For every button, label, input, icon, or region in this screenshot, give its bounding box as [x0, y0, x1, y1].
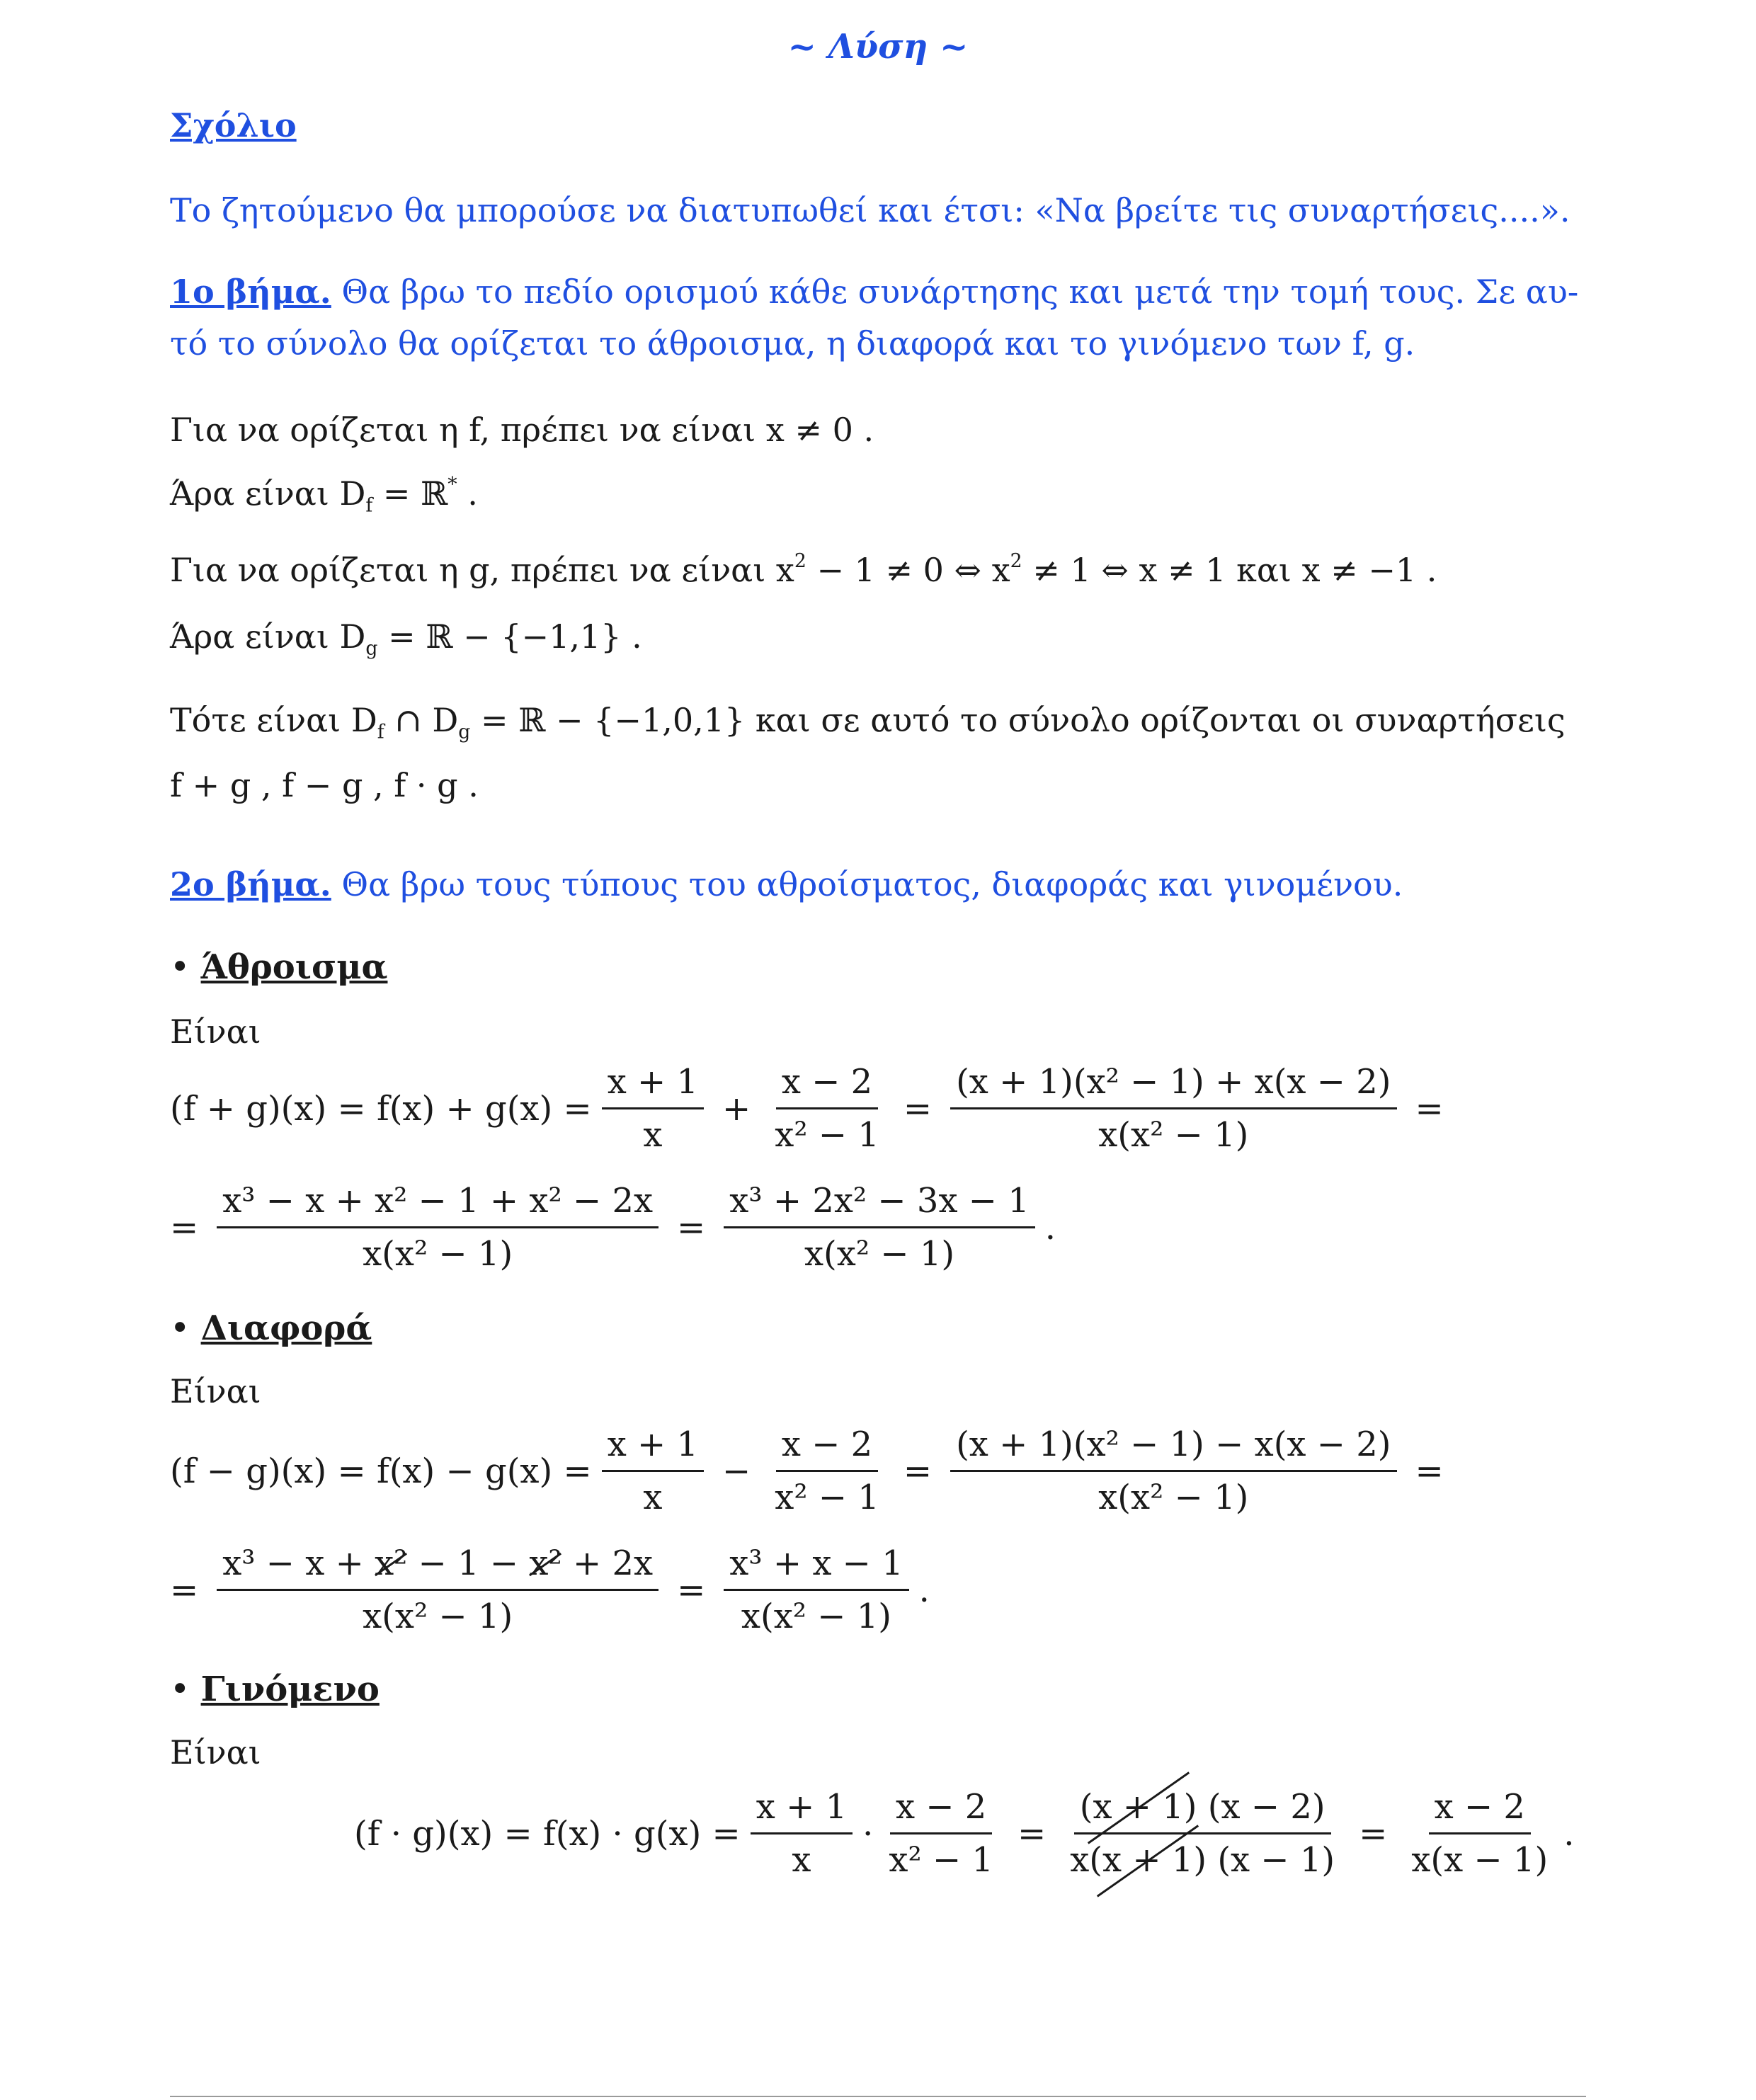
fraction: $\frac{(x + 1) (x - 2)}{x(x + 1) (x - 1)}$: [1070, 1787, 1335, 1880]
bullet-icon: •: [170, 1308, 201, 1348]
bullet-icon: •: [170, 1670, 201, 1709]
prod-intro: Είναι: [170, 1733, 261, 1771]
cancelled-term: x²: [529, 1543, 562, 1583]
sum-heading: • Άθροισμα: [170, 947, 388, 987]
fraction: $\frac{x + 1}{x}$: [751, 1787, 853, 1880]
diff-intro: Είναι: [170, 1372, 261, 1410]
footer-divider: [170, 2096, 1586, 2097]
sum-intro: Είναι: [170, 1012, 261, 1051]
comment-text: Το ζητούμενο θα μπορούσε να διατυπωθεί και έτσι: «Να βρείτε τις συναρτήσεις....».: [170, 191, 1570, 229]
domain-f-result: Άρα είναι $D_f$ = ℝ* .: [170, 474, 478, 517]
domain-f-condition: Για να ορίζεται η f, πρέπει να είναι x ≠ 0 .: [170, 411, 874, 449]
diff-heading: • Διαφορά: [170, 1308, 372, 1348]
step1-line1: 1ο βήμα. Θα βρω το πεδίο ορισμού κάθε συνάρτησης και μετά την τομή τους. Σε αυ-: [170, 273, 1579, 311]
step1-line2: τό το σύνολο θα ορίζεται το άθροισμα, η διαφορά και το γινόμενο των f, g.: [170, 324, 1415, 363]
domain-g-result: Άρα είναι $D_g$ = ℝ − {−1,1} .: [170, 617, 642, 660]
prod-heading: • Γινόμενο: [170, 1670, 380, 1709]
diff-equation-2: = $\frac{\text{x³ − x + x² − 1 − x² + 2x}}{\text{x(x² − 1)}}$ = $\frac{\text{x³ + x − 1}}{\text{x(x² − 1)}}$ .: [170, 1543, 930, 1636]
fraction: $\frac{x - 2}{\text{x² − 1}}$: [889, 1787, 993, 1880]
cancelled-term: (x + 1): [1089, 1840, 1207, 1880]
prod-equation: (f · g)(x) = f(x) · g(x) = $\frac{x + 1}{x}$ · $\frac{x - 2}{\text{x² − 1}}$ = $\frac{(x + 1) (x - 2)}{x(x + 1) (x - 1)}$ = $\frac{x - 2}{x(x - 1)}$ .: [354, 1787, 1575, 1880]
fraction: $\frac{x + 1}{x}$: [602, 1062, 704, 1155]
sum-equation-1: (f + g)(x) = f(x) + g(x) = $\frac{x + 1}{x}$ + $\frac{x - 2}{\text{x² − 1}}$ = $\frac{\text{(x + 1)(x² − 1) + x(x − 2)}}{\text{x(x² − 1)}}$ =: [170, 1062, 1444, 1155]
fraction: $\frac{x - 2}{\text{x² − 1}}$: [775, 1425, 879, 1517]
fraction: $\frac{\text{(x + 1)(x² − 1) − x(x − 2)}}{\text{x(x² − 1)}}$: [950, 1425, 1396, 1517]
step2-line: 2ο βήμα. Θα βρω τους τύπους του αθροίσματος, διαφοράς και γινομένου.: [170, 865, 1403, 903]
cancelled-term: (x + 1): [1079, 1787, 1197, 1827]
sum-equation-2: = $\frac{\text{x³ − x + x² − 1 + x² − 2x}}{\text{x(x² − 1)}}$ = $\frac{\text{x³ + 2x² − 3x − 1}}{\text{x(x² − 1)}}$ .: [170, 1181, 1056, 1274]
fraction: $\frac{\text{x³ − x + x² − 1 − x² + 2x}}{\text{x(x² − 1)}}$: [217, 1543, 658, 1636]
step2-label: 2ο βήμα.: [170, 865, 331, 903]
solution-title: ~ Λύση ~: [787, 27, 969, 67]
cancelled-term: x²: [375, 1543, 408, 1583]
fraction: $\frac{x - 2}{x(x - 1)}$: [1411, 1787, 1549, 1880]
domain-intersection-line2: f + g , f − g , f · g .: [170, 766, 479, 804]
fraction: $\frac{x - 2}{\text{x² − 1}}$: [775, 1062, 879, 1155]
step1-label: 1ο βήμα.: [170, 273, 331, 311]
fraction: $\frac{\text{x³ + 2x² − 3x − 1}}{\text{x(x² − 1)}}$: [724, 1181, 1035, 1274]
fraction: $\frac{\text{(x + 1)(x² − 1) + x(x − 2)}}{\text{x(x² − 1)}}$: [950, 1062, 1396, 1155]
diff-equation-1: (f − g)(x) = f(x) − g(x) = $\frac{x + 1}{x}$ − $\frac{x - 2}{\text{x² − 1}}$ = $\frac{\text{(x + 1)(x² − 1) − x(x − 2)}}{\text{x(x² − 1)}}$ =: [170, 1425, 1444, 1517]
domain-intersection: Τότε είναι $D_f$ ∩ $D_g$ = ℝ − {−1,0,1} και σε αυτό το σύνολο ορίζονται οι συναρτήσεις: [170, 701, 1566, 743]
comment-heading: Σχόλιο: [170, 106, 297, 144]
fraction: $\frac{\text{x³ − x + x² − 1 + x² − 2x}}{\text{x(x² − 1)}}$: [217, 1181, 658, 1274]
domain-g-condition: Για να ορίζεται η g, πρέπει να είναι $x^2 - 1 \ne 0$ ⇔ $x^2 \ne 1$ ⇔ x ≠ 1 και x ≠ −1 .: [170, 550, 1437, 589]
bullet-icon: •: [170, 947, 201, 987]
fraction: $\frac{\text{x³ + x − 1}}{\text{x(x² − 1)}}$: [724, 1543, 908, 1636]
fraction: $\frac{x + 1}{x}$: [602, 1425, 704, 1517]
